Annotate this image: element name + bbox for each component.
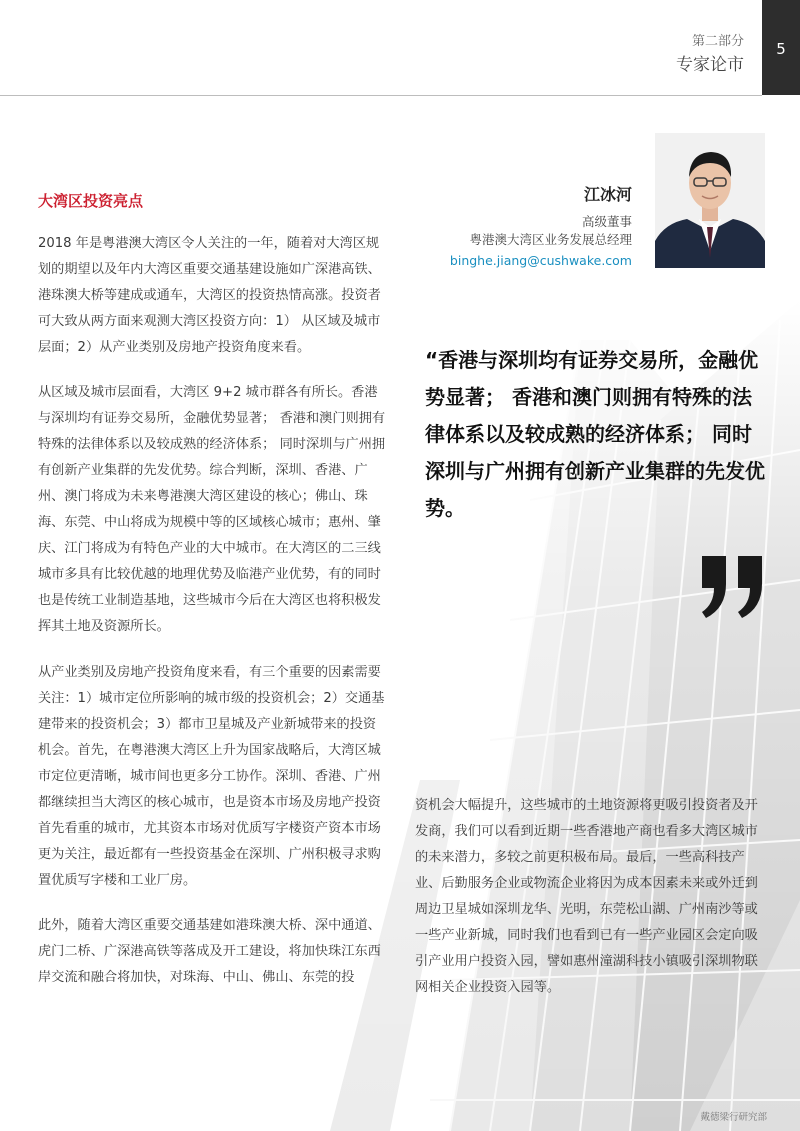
paragraph-industry: 从产业类别及房地产投资角度来看，有三个重要的因素需要关注：1）城市定位所影响的城市级的投资机会；2）交通基建带来的投资机会；3）都市卫星城及产业新城带来的投资机会。首先，在粤港澳大湾区上升为国家战略后，大湾区城市定位更清晰，城市间也更多分工协作。深圳、香港、广州都继续担当大湾区的核心城市，也是资本市场及房地产投资首先看重的城市，尤其资本市场对优质写字楼资产资本市场更为关注，最近都有一些投资基金在深圳、广州积极寻求购置优质写字楼和工业厂房。 (38, 665, 385, 888)
expert-name: 江冰河 (583, 185, 632, 204)
portrait-photo (655, 133, 765, 268)
footer-department: 戴德梁行研究部 (700, 1112, 767, 1123)
header-title: 专家论市 (676, 55, 744, 75)
header-divider (0, 95, 762, 96)
paragraph-intro: 2018 年是粤港澳大湾区令人关注的一年，随着对大湾区规划的期望以及年内大湾区重要交通基建设施如广深港高铁、港珠澳大桥等建成或通车，大湾区的投资热情高涨。投资者可大致从两方面来观测大湾区投资方向：1） 从区域及城市层面；2）从产业类别及房地产投资角度来看。 (38, 236, 381, 355)
expert-email-link[interactable]: binghe.jiang@cushwake.com (449, 253, 632, 268)
paragraph-continued: 资机会大幅提升，这些城市的土地资源将更吸引投资者及开发商，我们可以看到近期一些香港地产商也看多大湾区城市的未来潜力，多较之前更积极布局。最后，一些高科技产业、后勤服务企业或物流企业将因为成本因素未来或外迁到周边卫星城如深圳龙华、光明，东莞松山湖、广州南沙等或一些产业新城，同时我们也看到已有一些产业园区会定向吸引产业用户投资入园，譬如惠州潼湖科技小镇吸引深圳物联网相关企业投资入园等。 (415, 798, 758, 995)
header-section-label: 第二部分 (691, 34, 744, 49)
closing-quote-icon (700, 556, 766, 618)
section-heading: 大湾区投资亮点 (38, 192, 144, 210)
pull-quote: “香港与深圳均有证券交易所，金融优势显著； 香港和澳门则拥有特殊的法律体系以及较成熟的经济体系； 同时深圳与广州拥有创新产业集群的先发优势。 (425, 348, 765, 520)
expert-role: 高级董事 (581, 214, 632, 229)
page-number: 5 (776, 40, 786, 58)
page-number-tab (762, 0, 800, 95)
expert-organization: 粤港澳大湾区业务发展总经理 (469, 232, 632, 247)
paragraph-region: 从区域及城市层面看，大湾区 9+2 城市群各有所长。香港与深圳均有证券交易所，金融优势显著； 香港和澳门则拥有特殊的法律体系以及较成熟的经济体系； 同时深圳与广州拥有创新产业集群的先发优势。综合判断，深圳、香港、广州、澳门将成为未来粤港澳大湾区建设的核心；佛山、珠海、东莞、中山将成为规模中等的区域核心城市；惠州、肇庆、江门将成为有特色产业的大中城市。在大湾区的二三线城市多具有比较优越的地理优势及临港产业优势，有的同时也是传统工业制造基地，这些城市今后在大湾区也将积极发挥其土地及资源所长。 (38, 385, 386, 634)
paragraph-transport: 此外，随着大湾区重要交通基建如港珠澳大桥、深中通道、虎门二桥、广深港高铁等落成及开工建设，将加快珠江东西岸交流和融合将加快，对珠海、中山、佛山、东莞的投 (38, 918, 381, 985)
